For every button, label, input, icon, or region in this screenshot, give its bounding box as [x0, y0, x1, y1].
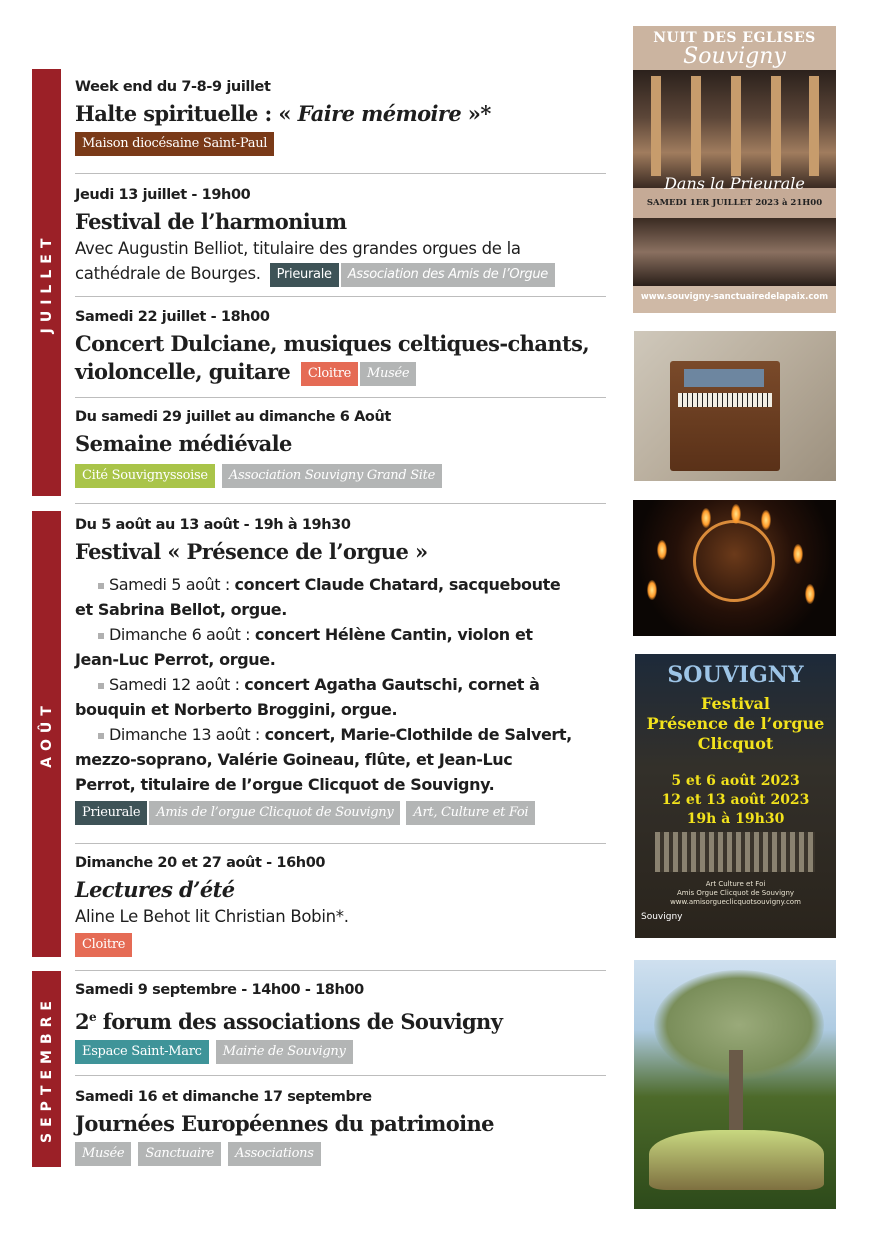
event-forum-associations	[75, 981, 607, 1064]
poster-website: www.souvigny-sanctuairedelapaix.com	[640, 292, 829, 302]
month-label-aout: AOÛT	[38, 700, 55, 768]
event-concert-dulciane	[75, 308, 607, 386]
month-label-septembre: SEPTEMBRE	[38, 995, 55, 1143]
divider	[75, 296, 606, 297]
poster-subtitle: Souvigny	[683, 44, 786, 69]
harmonium-photo	[634, 331, 836, 481]
event-title: Halte spirituelle : « Faire mémoire »*	[75, 101, 491, 126]
bullet-icon	[98, 583, 104, 589]
event-title: Festival de l’harmonium	[75, 209, 347, 234]
event-lectures-ete	[75, 854, 607, 957]
event-description: Avec Augustin Belliot, titulaire des grandes orgues de la cathédrale de Bourges. Prieurale Association des Amis de l’Orgue	[75, 236, 607, 287]
event-tags	[75, 933, 607, 957]
venue-tag[interactable]: Prieurale	[75, 801, 147, 825]
organizer-tag[interactable]: Art, Culture et Foi	[406, 801, 535, 825]
event-date: Samedi 22 juillet - 18h00	[75, 309, 270, 325]
event-title: 2e forum des associations de Souvigny	[75, 1009, 503, 1034]
event-title: Journées Européennes du patrimoine	[75, 1111, 494, 1136]
souvigny-logo: Souvigny	[641, 912, 683, 922]
event-tags	[75, 1142, 607, 1166]
organizer-tag[interactable]: Cité Souvignyssoise	[75, 464, 215, 488]
divider	[75, 1075, 606, 1076]
event-date: Du 5 août au 13 août - 19h à 19h30	[75, 517, 351, 533]
nuit-des-eglises-poster	[633, 26, 836, 313]
divider	[75, 970, 606, 971]
event-date: Samedi 16 et dimanche 17 septembre	[75, 1089, 372, 1105]
month-bar-aout	[32, 511, 61, 957]
organ-pipes-photo	[655, 832, 815, 872]
poster-date: SAMEDI 1ER JUILLET 2023 à 21H00	[646, 198, 823, 208]
divider	[75, 173, 606, 174]
list-item: Dimanche 6 août : concert Hélène Cantin, violon et Jean-Luc Perrot, orgue.	[75, 625, 533, 669]
event-date: Week end du 7-8-9 juillet	[75, 79, 271, 95]
divider	[75, 503, 606, 504]
event-tags	[75, 464, 607, 488]
tomb-photo	[633, 218, 836, 286]
organizer-tag[interactable]: Association des Amis de l’Orgue	[341, 263, 555, 287]
event-tags	[75, 1040, 607, 1064]
list-item: Dimanche 13 août : concert, Marie-Clothilde de Salvert, mezzo-soprano, Valérie Goineau, flûte, et Jean-Luc Perrot, titulaire de l’orgue Clicquot de Souvigny.	[75, 725, 572, 794]
poster-dates: 5 et 6 août 2023 12 et 13 août 2023 19h à 19h30	[661, 773, 810, 827]
venue-tag[interactable]: Musée	[360, 362, 416, 386]
poster-title: NUIT DES EGLISES	[653, 30, 816, 46]
list-item: Samedi 12 août : concert Agatha Gautschi, cornet à bouquin et Norberto Broggini, orgue.	[75, 675, 540, 719]
fire-performer-photo	[633, 500, 836, 636]
organizer-tag[interactable]: Amis de l’orgue Clicquot de Souvigny	[149, 801, 400, 825]
event-date: Samedi 9 septembre - 14h00 - 18h00	[75, 982, 364, 998]
month-label-juillet: JUILLET	[38, 232, 55, 333]
concert-list	[75, 572, 607, 797]
organizer-tag[interactable]: Mairie de Souvigny	[216, 1040, 353, 1064]
month-bar-juillet	[32, 69, 61, 496]
divider	[75, 397, 606, 398]
event-date: Du samedi 29 juillet au dimanche 6 Août	[75, 409, 391, 425]
venue-tag[interactable]: Espace Saint-Marc	[75, 1040, 209, 1064]
event-title: Concert Dulciane, musiques celtiques-chants, violoncelle, guitare Cloitre Musée	[75, 331, 590, 384]
event-date: Jeudi 13 juillet - 19h00	[75, 187, 251, 203]
event-description: Aline Le Behot lit Christian Bobin*.	[75, 907, 349, 926]
venue-tag[interactable]: Sanctuaire	[138, 1142, 221, 1166]
month-bar-septembre	[32, 971, 61, 1167]
event-title: Lectures d’été	[75, 877, 235, 902]
venue-tag[interactable]: Prieurale	[270, 263, 339, 287]
event-tags	[75, 132, 607, 156]
divider	[75, 843, 606, 844]
event-title: Semaine médiévale	[75, 431, 292, 456]
venue-tag[interactable]: Cloitre	[75, 933, 132, 957]
event-date: Dimanche 20 et 27 août - 16h00	[75, 855, 326, 871]
list-item: Samedi 5 août : concert Claude Chatard, sacqueboute et Sabrina Bellot, orgue.	[75, 575, 561, 619]
event-festival-harmonium	[75, 186, 607, 287]
event-festival-presence-orgue	[75, 516, 607, 825]
olive-tree-photo	[634, 960, 836, 1209]
event-journees-patrimoine	[75, 1088, 607, 1166]
poster-footer: Art Culture et Foi Amis Orgue Clicquot de Souvigny www.amisorgueclicquotsouvigny.com	[670, 880, 801, 906]
bullet-icon	[98, 733, 104, 739]
venue-tag[interactable]: Cloitre	[301, 362, 358, 386]
bullet-icon	[98, 683, 104, 689]
poster-title: SOUVIGNY	[667, 662, 804, 688]
festival-orgue-poster	[635, 654, 836, 938]
event-title: Festival « Présence de l’orgue »	[75, 539, 428, 564]
poster-subtitle: Festival Présence de l’orgue Clicquot	[646, 694, 825, 753]
poster-location: Dans la Prieurale	[664, 174, 805, 193]
venue-tag[interactable]: Associations	[228, 1142, 320, 1166]
venue-tag[interactable]: Maison diocésaine Saint-Paul	[75, 132, 274, 156]
event-semaine-medievale	[75, 408, 607, 488]
bullet-icon	[98, 633, 104, 639]
event-halte-spirituelle	[75, 78, 607, 156]
venue-tag[interactable]: Musée	[75, 1142, 131, 1166]
event-tags	[75, 801, 607, 825]
organizer-tag[interactable]: Association Souvigny Grand Site	[222, 464, 442, 488]
